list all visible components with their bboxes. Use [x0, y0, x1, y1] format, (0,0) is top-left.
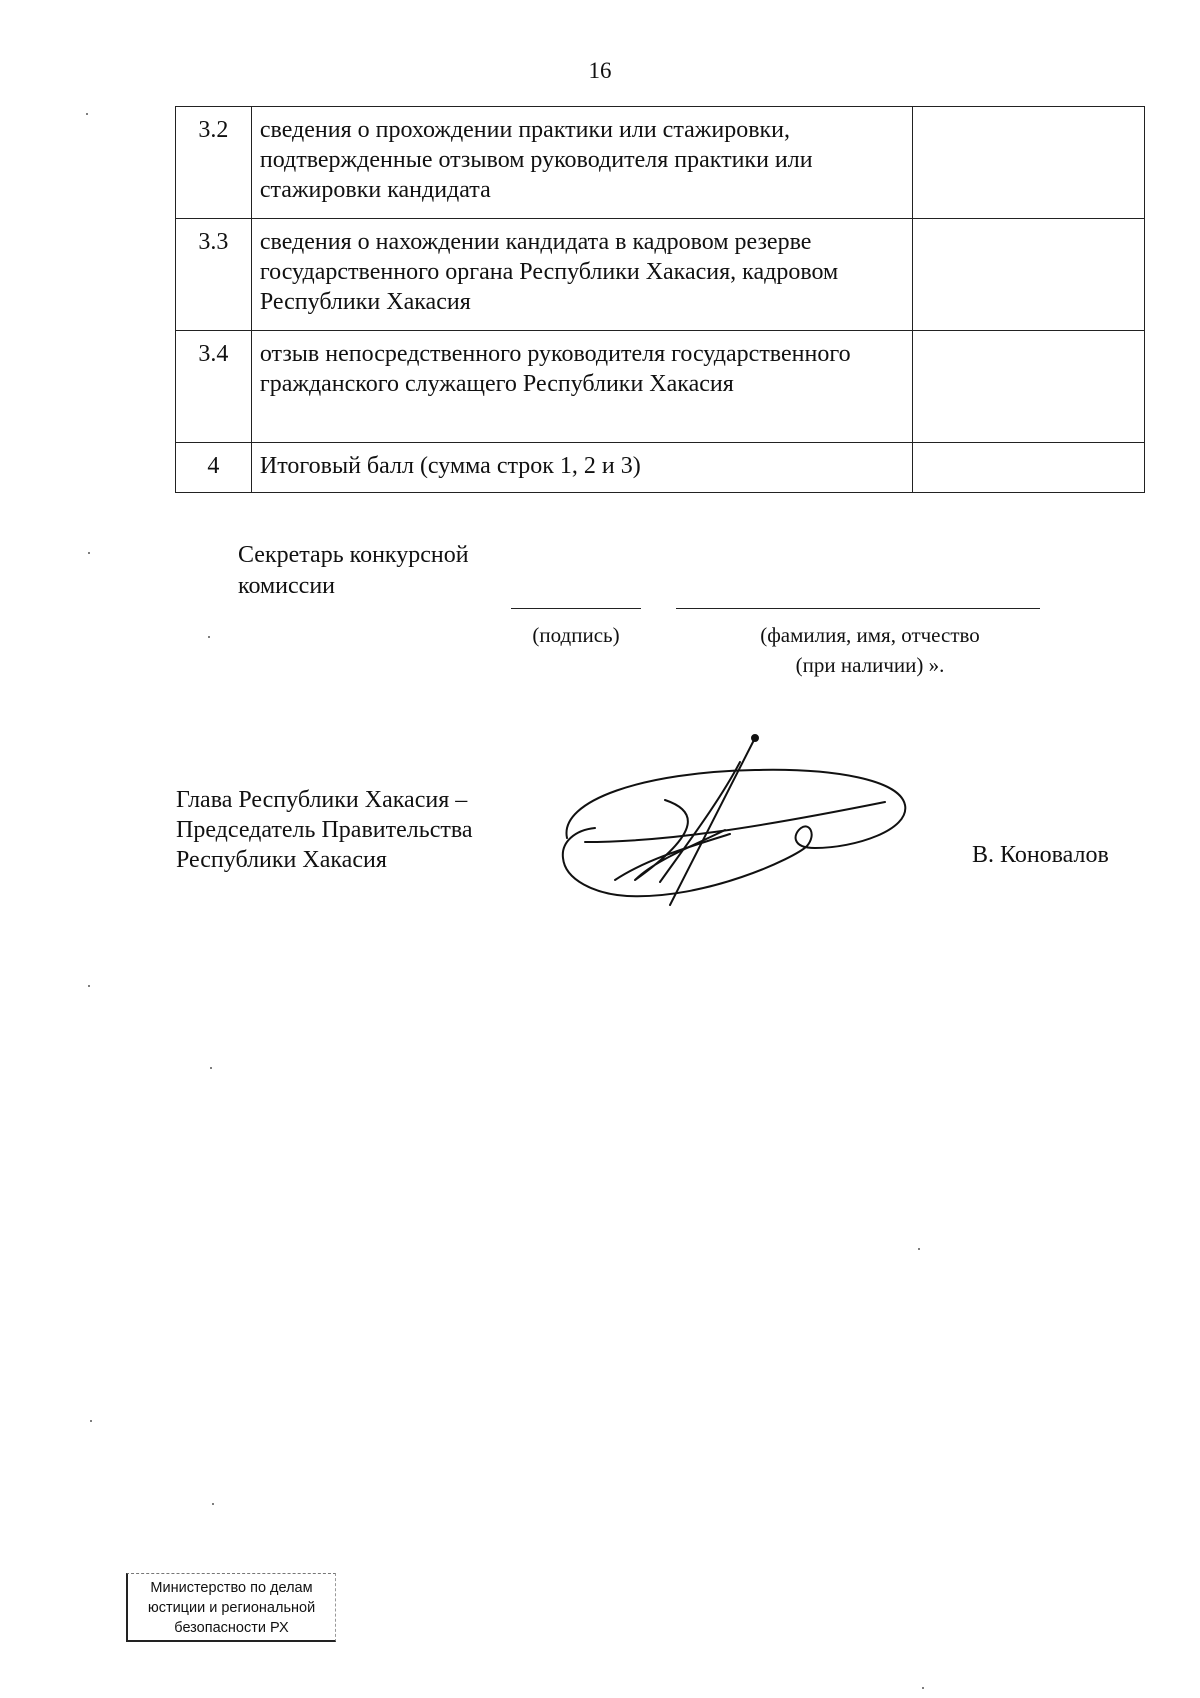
- scan-speck: [918, 1248, 920, 1250]
- scan-speck: [922, 1687, 924, 1689]
- scan-speck: [210, 1067, 212, 1069]
- row-description: отзыв непосредственного руководителя государственного гражданского служащего Республики Хакасия: [251, 331, 912, 443]
- row-description: сведения о прохождении практики или стажировки, подтвержденные отзывом руководителя практики или стажировки кандидата: [251, 107, 912, 219]
- stamp-line-1: Министерство по делам: [150, 1580, 313, 1596]
- row-score: [913, 443, 1145, 493]
- row-number: 3.2: [176, 107, 252, 219]
- signature-line: [511, 608, 641, 609]
- secretary-line-1: Секретарь конкурсной: [238, 542, 469, 568]
- secretary-label: [238, 540, 469, 602]
- stamp-line-3: безопасности РХ: [174, 1620, 289, 1636]
- row-number: 4: [176, 443, 252, 493]
- head-title-line-1: Глава Республики Хакасия –: [176, 787, 468, 813]
- ministry-stamp: [126, 1573, 336, 1642]
- row-number: 3.4: [176, 331, 252, 443]
- head-title-line-2: Председатель Правительства: [176, 817, 473, 843]
- head-name: В. Коновалов: [972, 842, 1109, 868]
- row-description: Итоговый балл (сумма строк 1, 2 и 3): [251, 443, 912, 493]
- table-row: [176, 219, 1145, 331]
- name-line: [676, 608, 1040, 609]
- scan-speck: [86, 113, 88, 115]
- scan-speck: [212, 1503, 214, 1505]
- page-number: 16: [588, 58, 612, 83]
- criteria-table: [175, 106, 1145, 493]
- table-row: [176, 107, 1145, 219]
- row-number: 3.3: [176, 219, 252, 331]
- name-caption: [700, 620, 1040, 680]
- head-title-line-3: Республики Хакасия: [176, 847, 387, 873]
- row-score: [913, 331, 1145, 443]
- secretary-line-2: комиссии: [238, 573, 336, 599]
- name-caption-line-2: (при наличии) ».: [795, 653, 945, 677]
- stamp-line-2: юстиции и региональной: [147, 1600, 316, 1616]
- scan-speck: [90, 1420, 92, 1422]
- scan-speck: [88, 985, 90, 987]
- table-row: [176, 443, 1145, 493]
- scan-speck: [88, 552, 90, 554]
- handwritten-signature: [555, 730, 935, 930]
- row-score: [913, 107, 1145, 219]
- signature-caption: (подпись): [532, 623, 620, 647]
- name-caption-line-1: (фамилия, имя, отчество: [760, 623, 980, 647]
- row-score: [913, 219, 1145, 331]
- row-description: сведения о нахождении кандидата в кадровом резерве государственного органа Республики Хакасия, кадровом Республики Хакасия: [251, 219, 912, 331]
- table-row: [176, 331, 1145, 443]
- head-title: [176, 785, 473, 875]
- scan-speck: [208, 636, 210, 638]
